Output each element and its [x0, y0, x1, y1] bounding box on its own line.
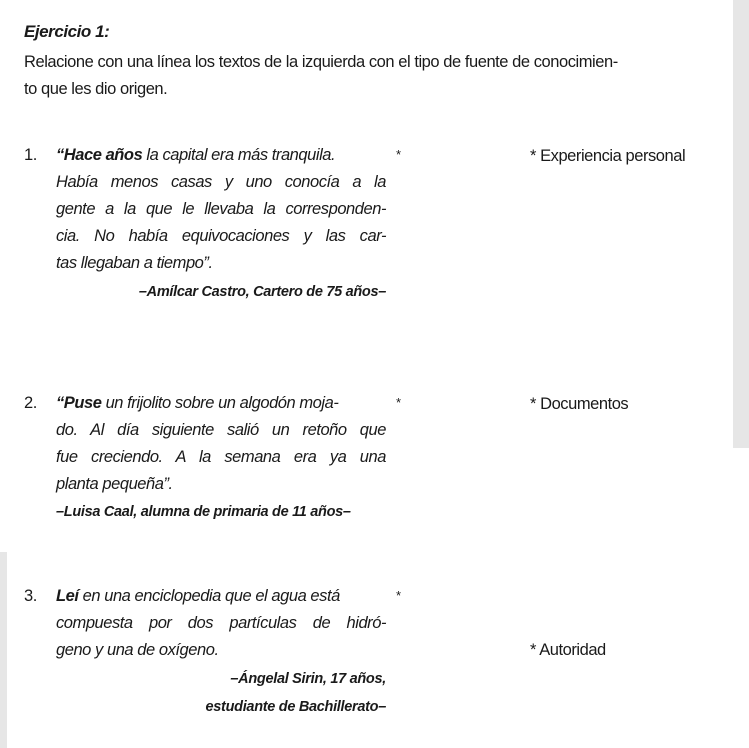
quote-author: –Ángelal Sirin, 17 años, — [230, 671, 386, 687]
quote-lead: “Puse — [56, 394, 102, 412]
quote-line: planta pequeña”. — [56, 475, 173, 493]
quote-line: fue creciendo. A la semana era ya una — [56, 448, 386, 466]
exercise-title: Ejercicio 1: — [24, 22, 110, 41]
quote-lead: Leí — [56, 587, 79, 605]
match-marker[interactable]: * — [396, 395, 401, 410]
left-margin-bar — [0, 552, 7, 748]
quote-line: Había menos casas y uno conocía a la — [56, 173, 386, 191]
right-margin-bar — [733, 0, 749, 448]
quote-line: do. Al día siguiente salió un retoño que — [56, 421, 386, 439]
quote-lead: “Hace años — [56, 146, 143, 164]
quote-line — [56, 586, 386, 606]
item-number: 3. — [24, 587, 37, 605]
item-number: 2. — [24, 394, 37, 412]
quote-text: en una enciclopedia que el agua está — [78, 587, 340, 605]
quote-text: un frijolito sobre un algodón moja- — [101, 394, 339, 412]
match-marker[interactable]: * — [396, 147, 401, 162]
instructions-line: Relacione con una línea los textos de la izquierda con el tipo de fuente de conocimien- — [24, 53, 618, 71]
quote-author: –Luisa Caal, alumna de primaria de 11 años– — [56, 504, 351, 520]
item-number: 1. — [24, 146, 37, 164]
quote-line: compuesta por dos partículas de hidró- — [56, 614, 386, 632]
quote-text: la capital era más tranquila. — [142, 146, 336, 164]
option-experiencia-personal[interactable]: * Experiencia personal — [530, 147, 686, 165]
quote-line: geno y una de oxígeno. — [56, 641, 219, 659]
quote-line: tas llegaban a tiempo”. — [56, 254, 213, 272]
quote-line: cia. No había equivocaciones y las car- — [56, 227, 386, 245]
quote-author: estudiante de Bachillerato– — [205, 699, 386, 715]
quote-line: gente a la que le llevaba la corresponden- — [56, 200, 386, 218]
match-marker[interactable]: * — [396, 588, 401, 603]
quote-line — [56, 145, 386, 165]
option-documentos[interactable]: * Documentos — [530, 395, 629, 413]
instructions-line: to que les dio origen. — [24, 80, 168, 98]
quote-line — [56, 393, 386, 413]
option-autoridad[interactable]: * Autoridad — [530, 641, 606, 659]
quote-author: –Amílcar Castro, Cartero de 75 años– — [138, 284, 386, 300]
